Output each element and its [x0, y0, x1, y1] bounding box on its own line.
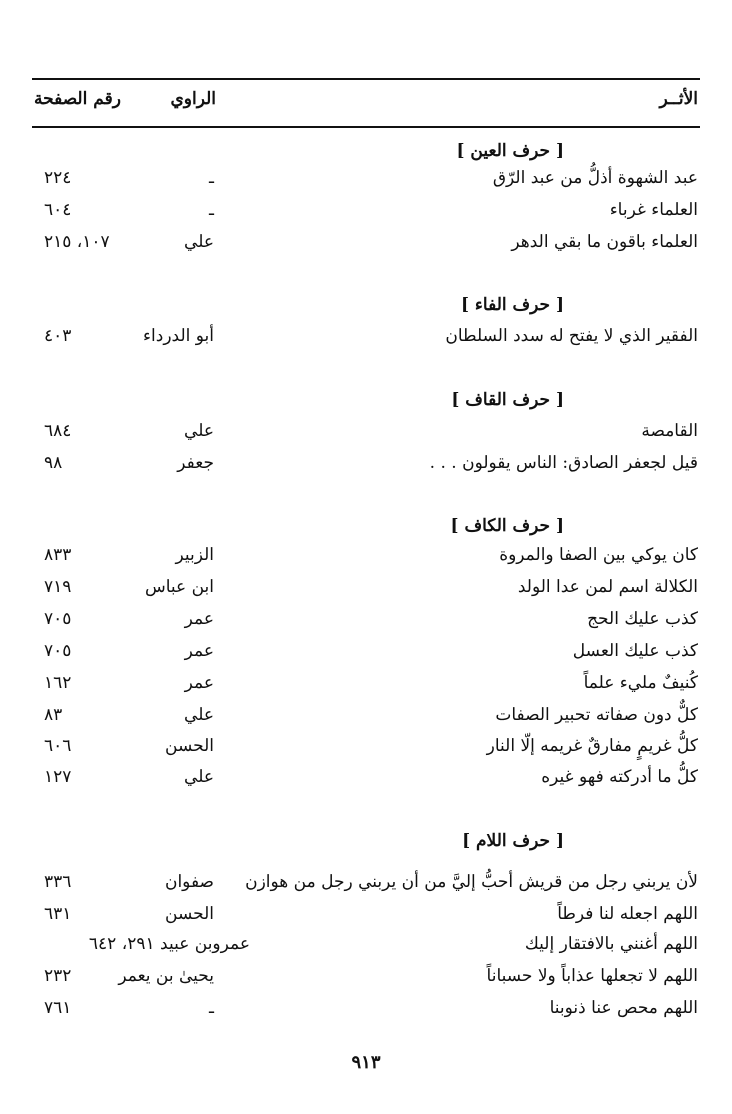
page-ref: ٨٣٣ [44, 545, 72, 565]
rawi-name: عمروبن عبيد ٢٩١، ٦٤٢ [88, 934, 250, 954]
table-row [32, 572, 700, 602]
table-row [32, 163, 700, 193]
rawi-name: عمر [184, 673, 214, 693]
page-ref: ٩٨ [44, 453, 63, 473]
section-title-lam: [ حرف اللام ] [462, 831, 564, 851]
page-ref: ٢٢٤ [44, 168, 72, 188]
table-row [32, 867, 700, 897]
rawi-name: جعفر [177, 453, 214, 473]
rawi-name: علي [184, 767, 214, 787]
section-title-fa: [ حرف الفاء ] [460, 295, 564, 315]
page-ref: ١٢٧ [44, 767, 72, 787]
athar-text: كلُّ ما أدركته فهو غيره [541, 767, 698, 787]
rawi-name: ـ [209, 200, 214, 220]
rawi-name: صفوان [164, 872, 214, 892]
page-ref: ١٦٢ [44, 673, 72, 693]
table-row [32, 321, 700, 351]
table-row [32, 416, 700, 446]
athar-text: كلٌّ دون صفاته تحبير الصفات [495, 705, 698, 725]
rawi-name: علي [184, 232, 214, 252]
rawi-name: عمر [184, 641, 214, 661]
footer-page-number: ٩١٣ [351, 1052, 381, 1073]
section-title-kaf: [ حرف الكاف ] [450, 516, 564, 536]
athar-text: كلُّ غريمٍ مفارقٌ غريمه إلّا النار [486, 736, 698, 756]
table-row [32, 636, 700, 666]
rawi-name: علي [184, 421, 214, 441]
page-ref: ١٠٧، ٢١٥ [44, 232, 110, 252]
rawi-name: الحسن [165, 736, 214, 756]
page-ref: ٦٨٤ [44, 421, 72, 441]
page-ref: ٣٣٦ [44, 872, 72, 892]
rawi-name: ـ [209, 998, 214, 1018]
page-ref: ٧٠٥ [44, 609, 72, 629]
page-ref: ٧٠٥ [44, 641, 72, 661]
table-row [32, 731, 700, 761]
rawi-name: ابن عباس [144, 577, 214, 597]
page-ref: ٧٦١ [44, 998, 72, 1018]
table-row [32, 700, 700, 730]
rawi-name: ـ [209, 168, 214, 188]
athar-text: عبد الشهوة أذلُّ من عبد الرّق [492, 168, 698, 188]
rawi-name: الحسن [165, 904, 214, 924]
rawi-name: عمر [184, 609, 214, 629]
table-row [32, 929, 700, 959]
table-row [32, 227, 700, 257]
table-row [32, 195, 700, 225]
athar-text: اللهم لا تجعلها عذاباً ولا حسباناً [486, 966, 698, 986]
page-ref: ٧١٩ [44, 577, 72, 597]
header-athar: الأثــر [659, 89, 698, 109]
athar-text: القامصة [641, 421, 698, 441]
rawi-name: يحيىٰ بن يعمر [118, 966, 214, 986]
table-row [32, 961, 700, 991]
page-ref: ٦٠٦ [44, 736, 72, 756]
section-title-qaf: [ حرف القاف ] [451, 390, 564, 410]
page-ref: ٤٠٣ [44, 326, 72, 346]
athar-text: العلماء غرباء [609, 200, 698, 220]
table-row [32, 540, 700, 570]
athar-text: اللهم محص عنا ذنوبنا [549, 998, 698, 1018]
athar-text: الكلالة اسم لمن عدا الولد [517, 577, 698, 597]
athar-text: لأن يربني رجل من قريش أحبُّ إليَّ من أن يربني رجل من هوازن [245, 872, 698, 892]
table-row [32, 762, 700, 792]
rawi-name: أبو الدرداء [143, 326, 214, 346]
athar-text: اللهم اجعله لنا فرطاً [557, 904, 698, 924]
table-row [32, 604, 700, 634]
table-row [32, 993, 700, 1023]
table-row [32, 899, 700, 929]
page-ref: ٦٣١ [44, 904, 72, 924]
table-row [32, 448, 700, 478]
athar-text: الفقير الذي لا يفتح له سدد السلطان [445, 326, 698, 346]
athar-text: كذب عليك العسل [572, 641, 698, 661]
page-ref: ٢٣٢ [44, 966, 72, 986]
athar-text: كان يوكي بين الصفا والمروة [499, 545, 698, 565]
header-page-number: رقم الصفحة [34, 89, 121, 109]
table-header [32, 78, 700, 128]
athar-text: العلماء باقون ما بقي الدهر [511, 232, 698, 252]
athar-text: كذب عليك الحج [587, 609, 698, 629]
header-rawi: الراوي [170, 89, 216, 109]
athar-text: اللهم أغنني بالافتقار إليك [524, 934, 698, 954]
section-title-ain: [ حرف العين ] [456, 141, 564, 161]
table-row [32, 668, 700, 698]
athar-text: كُنيفٌ مليء علماً [583, 673, 698, 693]
page-ref: ٦٠٤ [44, 200, 72, 220]
rawi-name: علي [184, 705, 214, 725]
rawi-name: الزبير [175, 545, 214, 565]
page-ref: ٨٣ [44, 705, 63, 725]
athar-text: قيل لجعفر الصادق: الناس يقولون . . . [429, 453, 698, 473]
